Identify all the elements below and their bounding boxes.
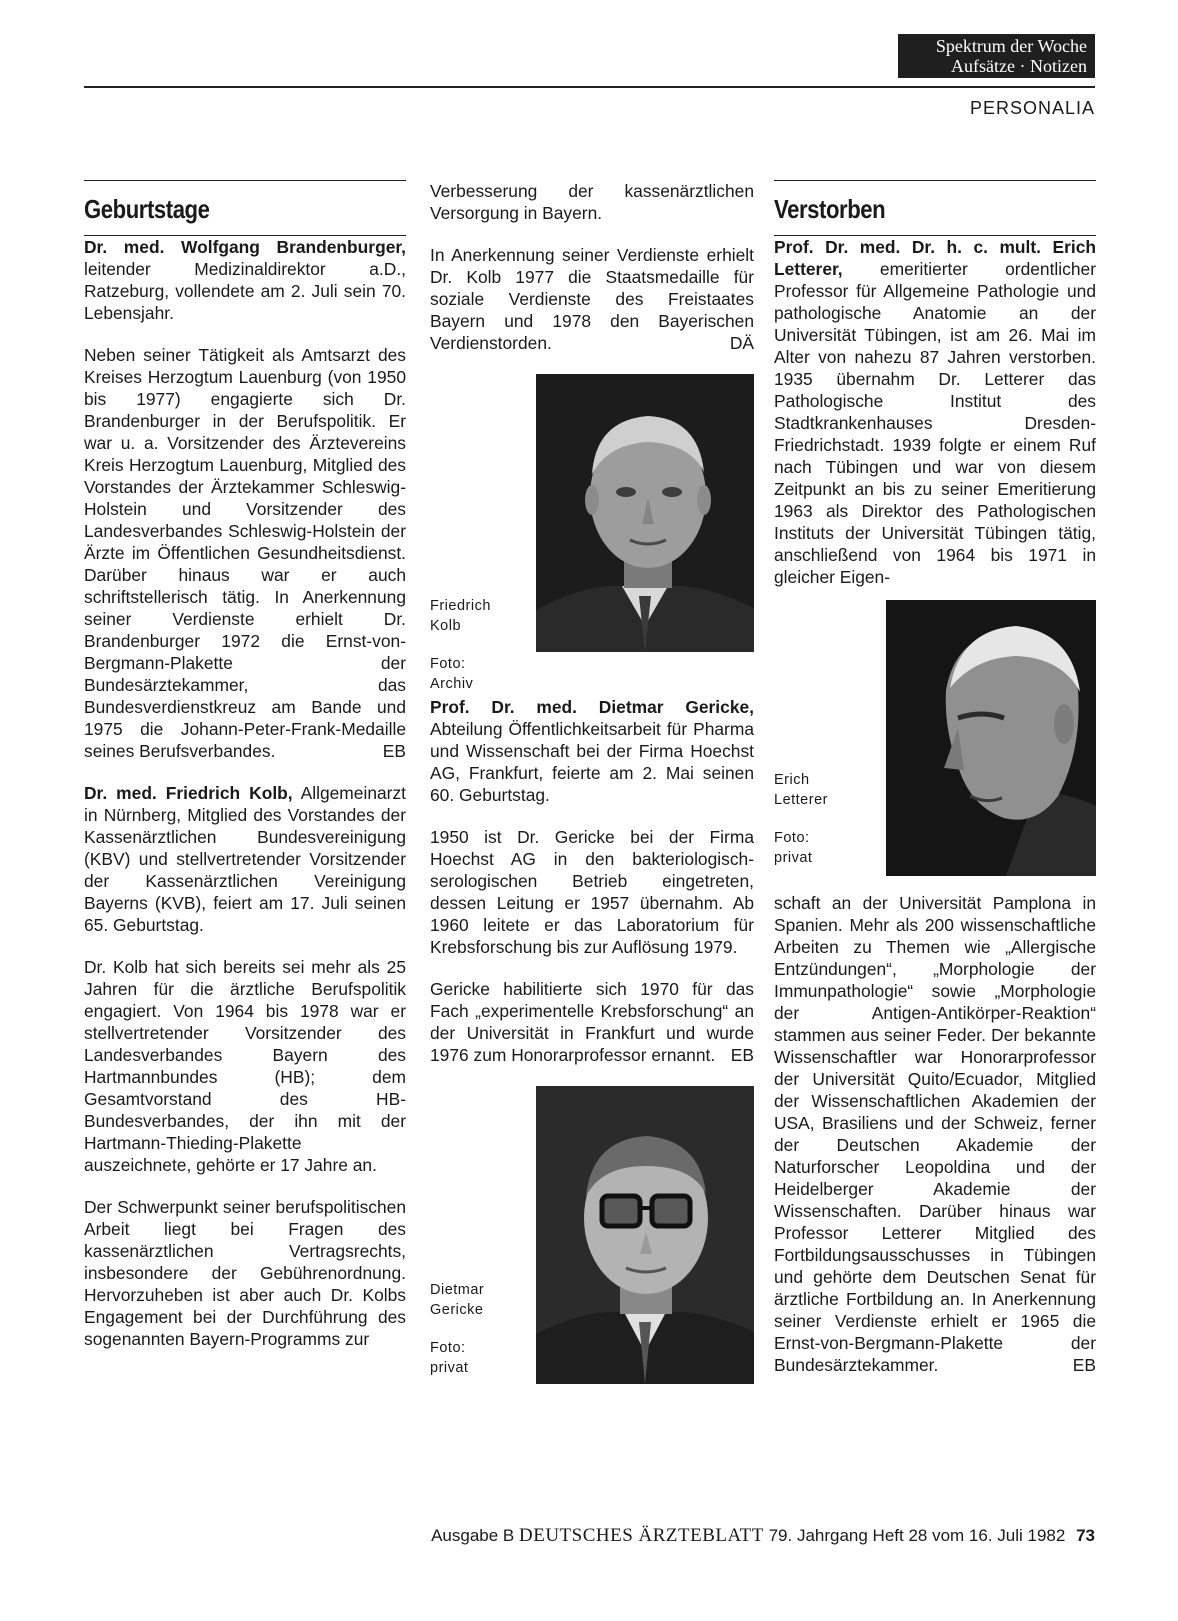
article-letterer-body: [774, 892, 1096, 1376]
article-text: In Anerkennung seiner Verdienste erhielt Dr. Kolb 1977 die Staatsmedaille für soziale Verdienste des Freistaates Bayern und 1978 den Bayerischen Verdienstorden.: [430, 245, 754, 353]
portrait-photo-kolb: [536, 374, 754, 652]
article-text: emeritierter ordentlicher Professor für Allgemeine Pathologie und pathologische Anatomie an der Universität Tübingen, ist am 26. Mai im Alter von nahezu 87 Jahren verstorben. 1935 übernahm Dr. Letterer das Pathologische Institut des Stadtkrankenhauses Dresden-Friedrichstadt. 1939 folgte er einem Ruf nach Tübingen und war von diesem Zeitpunkt an bis zu seiner Emeritierung 1963 als Direktor des Pathologischen Instituts der Universität Tübingen tätig, anschließend von 1964 bis 1971 in gleicher Eigen-: [774, 259, 1096, 587]
photo-block-letterer: [774, 600, 1096, 884]
person-name-gericke: Prof. Dr. med. Dietmar Gericke,: [430, 697, 754, 717]
article-text: Allgemeinarzt in Nürnberg, Mitglied des Vorstandes der Kassenärztlichen Bundesvereinigung (KBV) und stellvertretender Vorsitzender der Kassenärztlichen Vereinigung Bayerns (KVB), feiert am 17. Juli seinen 65. Geburtstag.: [84, 783, 406, 935]
article-text: Gericke habilitierte sich 1970 für das Fach „experimentelle Krebsforschung“ an der Universität in Frankfurt und wurde 1976 zum Honorarprofessor ernannt.: [430, 979, 754, 1065]
article-gericke-body-2: [430, 978, 754, 1066]
portrait-photo-gericke: [536, 1086, 754, 1384]
photo-block-gericke: [430, 1086, 754, 1394]
page-footer: [300, 1525, 1095, 1547]
footer-edition: Ausgabe B: [431, 1526, 515, 1545]
article-text: Abteilung Öffentlichkeitsarbeit für Pharma und Wissenschaft bei der Firma Hoechst AG, Frankfurt, feierte am 2. Mai seinen 60. Geburtstag.: [430, 719, 754, 805]
article-brandenburger-body: [84, 344, 406, 762]
person-name-brandenburger: Dr. med. Wolfgang Brandenburger,: [84, 237, 406, 257]
article-kolb-body: Dr. Kolb hat sich bereits sei mehr als 25 Jahren für die ärztliche Berufspolitik engagiert. Von 1964 bis 1978 war er stellvertretender Vorsitzender des Landesverbandes Bayern des Hartmannbundes (HB); dem Gesamtvorstand des HB-Bundesverbandes, der ihn mit der Hartmann-Thieding-Plakette auszeichnete, gehörte er 17 Jahre an.: [84, 957, 406, 1175]
section-badge-line2: Aufsätze · Notizen: [951, 56, 1087, 76]
author-signature: DÄ: [729, 333, 754, 353]
article-kolb-honors: [430, 244, 754, 354]
top-rule: [84, 86, 1095, 88]
column-middle: [430, 180, 754, 1412]
portrait-photo-letterer: [886, 600, 1096, 876]
section-label: PERSONALIA: [969, 98, 1095, 118]
section-badge: [898, 34, 1095, 78]
person-name-letterer: Prof. Dr. med. Dr. h. c. mult. Erich Letterer,: [774, 237, 1096, 279]
article-text: leitender Medizinaldirektor a.D., Ratzeburg, vollendete am 2. Juli sein 70. Lebensjahr.: [84, 259, 406, 323]
page-number: 73: [1076, 1526, 1095, 1545]
article-kolb-continued: Verbesserung der kassenärztlichen Versorgung in Bayern.: [430, 181, 754, 223]
article-kolb-body-2: Der Schwerpunkt seiner berufspolitischen Arbeit liegt bei Fragen des kassenärztlichen Vertragsrechts, insbesondere der Gebührenordnung. Hervorzuheben ist aber auch Dr. Kolbs Engagement bei der Durchführung des sogenannten Bayern-Programms zur: [84, 1197, 406, 1349]
photo-caption-gericke: Dietmar Gericke Foto: privat: [430, 1282, 485, 1376]
article-gericke-intro: [430, 696, 754, 806]
article-letterer-intro: [774, 236, 1096, 588]
article-brandenburger-intro: [84, 236, 406, 324]
article-text: schaft an der Universität Pamplona in Spanien. Mehr als 200 wissenschaftliche Arbeiten zu Themen wie „Allergische Entzündungen“, „Morphologie der Immunpathologie“ sowie „Morphologie der Antigen-Antikörper-Reaktion“ stammen aus seiner Feder. Der bekannte Wissenschaftler war Honorarprofessor der Universität Quito/Ecuador, Mitglied der Wissenschaftlichen Akademien der USA, Brasiliens und der Schweiz, ferner der Deutschen Akademie der Naturforscher Leopoldina und der Heidelberger Akademie der Wissenschaften. Darüber hinaus war Professor Letterer Mitglied des Fortbildungsausschusses in Tübingen und gehörte dem Deutschen Senat für ärztliche Fortbildung an. In Anerkennung seiner Verdienste erhielt er 1965 die Ernst-von-Bergmann-Plakette der Bundesärztekammer.: [774, 893, 1096, 1375]
heading-geburtstage: Geburtstage: [84, 194, 210, 224]
footer-journal-title: DEUTSCHES ÄRZTEBLATT: [519, 1525, 764, 1546]
photo-caption-kolb: Friedrich Kolb Foto: Archiv: [430, 598, 491, 692]
column-geburtstage: [84, 180, 406, 1370]
author-signature: EB: [1072, 1355, 1096, 1375]
photo-caption-letterer: Erich Letterer Foto: privat: [774, 772, 828, 866]
author-signature: EB: [382, 741, 406, 761]
column-verstorben: [774, 180, 1096, 1396]
article-kolb-intro: [84, 782, 406, 936]
person-name-kolb: Dr. med. Friedrich Kolb,: [84, 783, 293, 803]
author-signature: EB: [730, 1045, 754, 1065]
article-text: Neben seiner Tätigkeit als Amtsarzt des Kreises Herzogtum Lauenburg (von 1950 bis 1977) engagierte sich Dr. Brandenburger in der Berufspolitik. Er war u. a. Vorsitzender des Ärztevereins Kreis Herzogtum Lauenburg, Mitglied des Vorstandes der Ärztekammer Schleswig-Holstein und Vorsitzender des Landesverbandes Schleswig-Holstein der Ärzte im Öffentlichen Gesundheitsdienst. Darüber hinaus war er auch schriftstellerisch tätig. In Anerkennung seiner Verdienste erhielt Dr. Brandenburger 1972 die Ernst-von-Bergmann-Plakette der Bundesärztekammer, das Bundesverdienstkreuz am Bande und 1975 die Johann-Peter-Frank-Medaille seines Berufsverbandes.: [84, 345, 406, 761]
footer-issue: 79. Jahrgang Heft 28 vom 16. Juli 1982: [768, 1526, 1066, 1545]
article-gericke-body: 1950 ist Dr. Gericke bei der Firma Hoechst AG in den bakteriologisch-serologischen Betrieb eingetreten, dessen Leitung er 1957 übernahm. Ab 1960 leitete er das Laboratorium für Krebsforschung bis zur Auflösung 1979.: [430, 827, 754, 957]
section-badge-line1: Spektrum der Woche: [935, 36, 1087, 56]
photo-block-kolb: [430, 374, 754, 692]
heading-verstorben: Verstorben: [774, 194, 886, 224]
